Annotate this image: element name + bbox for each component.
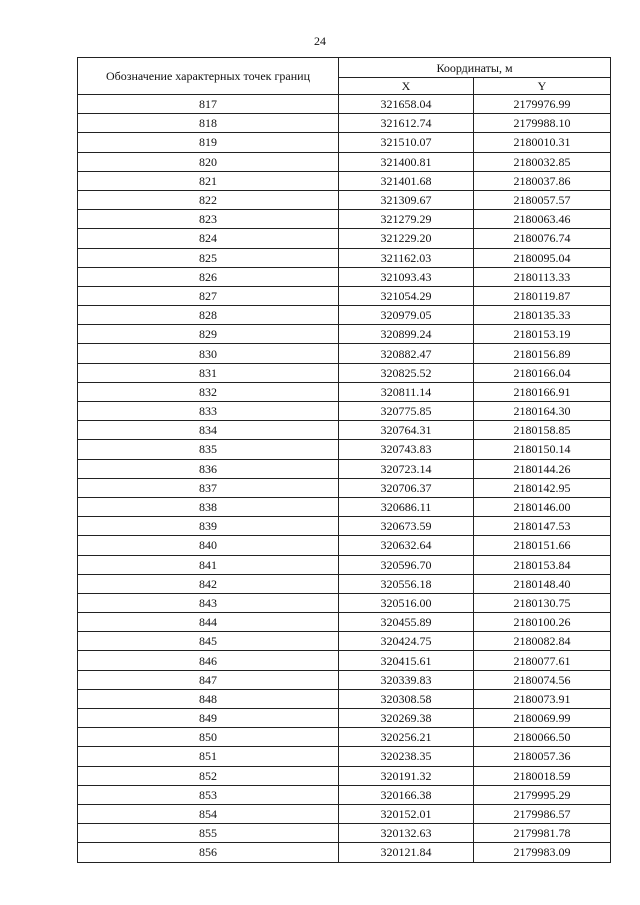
- cell-point: 829: [78, 325, 339, 344]
- cell-x: 320132.63: [339, 824, 474, 843]
- cell-y: 2180100.26: [474, 613, 611, 632]
- table-row: [78, 210, 611, 229]
- cell-point: 842: [78, 574, 339, 593]
- table-row: [78, 190, 611, 209]
- cell-y: 2179986.57: [474, 804, 611, 823]
- table-row: [78, 613, 611, 632]
- header-point-designation: Обозначение характерных точек границ: [78, 58, 339, 95]
- header-y: Y: [474, 78, 611, 95]
- cell-x: 320899.24: [339, 325, 474, 344]
- table-row: [78, 670, 611, 689]
- table-row: [78, 574, 611, 593]
- cell-point: 832: [78, 382, 339, 401]
- table-row: [78, 632, 611, 651]
- cell-point: 831: [78, 363, 339, 382]
- table-row: [78, 593, 611, 612]
- table-row: [78, 555, 611, 574]
- coordinates-table: [77, 57, 611, 863]
- cell-y: 2179983.09: [474, 843, 611, 862]
- cell-y: 2180113.33: [474, 267, 611, 286]
- table-header: [78, 58, 611, 95]
- cell-y: 2180037.86: [474, 171, 611, 190]
- table-row: [78, 114, 611, 133]
- cell-y: 2180147.53: [474, 517, 611, 536]
- cell-point: 852: [78, 766, 339, 785]
- cell-y: 2180095.04: [474, 248, 611, 267]
- cell-point: 822: [78, 190, 339, 209]
- cell-point: 851: [78, 747, 339, 766]
- cell-x: 320673.59: [339, 517, 474, 536]
- header-coordinates: Координаты, м: [339, 58, 611, 78]
- cell-y: 2179981.78: [474, 824, 611, 843]
- cell-x: 320743.83: [339, 440, 474, 459]
- table-row: [78, 152, 611, 171]
- cell-x: 320166.38: [339, 785, 474, 804]
- cell-point: 836: [78, 459, 339, 478]
- cell-x: 320121.84: [339, 843, 474, 862]
- cell-x: 320825.52: [339, 363, 474, 382]
- cell-point: 828: [78, 306, 339, 325]
- cell-x: 321612.74: [339, 114, 474, 133]
- cell-point: 850: [78, 728, 339, 747]
- cell-x: 320706.37: [339, 478, 474, 497]
- cell-point: 838: [78, 497, 339, 516]
- cell-x: 321093.43: [339, 267, 474, 286]
- cell-y: 2179995.29: [474, 785, 611, 804]
- cell-point: 839: [78, 517, 339, 536]
- cell-x: 320415.61: [339, 651, 474, 670]
- table-row: [78, 382, 611, 401]
- cell-x: 321054.29: [339, 286, 474, 305]
- cell-point: 817: [78, 95, 339, 114]
- table-row: [78, 497, 611, 516]
- cell-x: 320775.85: [339, 402, 474, 421]
- cell-y: 2180057.57: [474, 190, 611, 209]
- cell-y: 2180057.36: [474, 747, 611, 766]
- cell-point: 820: [78, 152, 339, 171]
- cell-x: 320556.18: [339, 574, 474, 593]
- table-row: [78, 325, 611, 344]
- table-row: [78, 133, 611, 152]
- cell-x: 320455.89: [339, 613, 474, 632]
- cell-x: 321229.20: [339, 229, 474, 248]
- cell-x: 320256.21: [339, 728, 474, 747]
- cell-point: 827: [78, 286, 339, 305]
- table-row: [78, 229, 611, 248]
- cell-y: 2180010.31: [474, 133, 611, 152]
- cell-y: 2180073.91: [474, 689, 611, 708]
- table-row: [78, 824, 611, 843]
- cell-y: 2180063.46: [474, 210, 611, 229]
- cell-y: 2180082.84: [474, 632, 611, 651]
- cell-y: 2180074.56: [474, 670, 611, 689]
- cell-point: 841: [78, 555, 339, 574]
- cell-y: 2180153.84: [474, 555, 611, 574]
- cell-point: 846: [78, 651, 339, 670]
- cell-y: 2180146.00: [474, 497, 611, 516]
- cell-x: 321162.03: [339, 248, 474, 267]
- table-row: [78, 478, 611, 497]
- cell-point: 823: [78, 210, 339, 229]
- cell-x: 321510.07: [339, 133, 474, 152]
- table-body: [78, 95, 611, 863]
- header-x: X: [339, 78, 474, 95]
- table-row: [78, 804, 611, 823]
- table-row: [78, 440, 611, 459]
- table-row: [78, 766, 611, 785]
- table-row: [78, 459, 611, 478]
- cell-x: 320596.70: [339, 555, 474, 574]
- cell-x: 320632.64: [339, 536, 474, 555]
- cell-y: 2180076.74: [474, 229, 611, 248]
- cell-x: 320308.58: [339, 689, 474, 708]
- cell-y: 2180135.33: [474, 306, 611, 325]
- table-row: [78, 651, 611, 670]
- cell-y: 2180150.14: [474, 440, 611, 459]
- cell-x: 320979.05: [339, 306, 474, 325]
- table-row: [78, 421, 611, 440]
- table-row: [78, 536, 611, 555]
- cell-y: 2180032.85: [474, 152, 611, 171]
- cell-point: 843: [78, 593, 339, 612]
- cell-point: 826: [78, 267, 339, 286]
- cell-point: 821: [78, 171, 339, 190]
- cell-point: 854: [78, 804, 339, 823]
- cell-y: 2180166.91: [474, 382, 611, 401]
- cell-x: 321309.67: [339, 190, 474, 209]
- table-row: [78, 728, 611, 747]
- cell-y: 2179988.10: [474, 114, 611, 133]
- cell-y: 2180018.59: [474, 766, 611, 785]
- table-row: [78, 344, 611, 363]
- cell-y: 2180119.87: [474, 286, 611, 305]
- page-number: 24: [314, 34, 326, 48]
- cell-point: 837: [78, 478, 339, 497]
- table-row: [78, 689, 611, 708]
- cell-x: 320764.31: [339, 421, 474, 440]
- cell-y: 2180069.99: [474, 709, 611, 728]
- table-row: [78, 267, 611, 286]
- cell-y: 2180130.75: [474, 593, 611, 612]
- cell-x: 320882.47: [339, 344, 474, 363]
- cell-y: 2180077.61: [474, 651, 611, 670]
- cell-x: 321658.04: [339, 95, 474, 114]
- cell-x: 320424.75: [339, 632, 474, 651]
- cell-y: 2180164.30: [474, 402, 611, 421]
- cell-point: 840: [78, 536, 339, 555]
- cell-y: 2180151.66: [474, 536, 611, 555]
- cell-point: 853: [78, 785, 339, 804]
- cell-x: 320152.01: [339, 804, 474, 823]
- cell-x: 321279.29: [339, 210, 474, 229]
- cell-x: 320723.14: [339, 459, 474, 478]
- cell-point: 830: [78, 344, 339, 363]
- cell-y: 2180166.04: [474, 363, 611, 382]
- cell-y: 2179976.99: [474, 95, 611, 114]
- cell-y: 2180142.95: [474, 478, 611, 497]
- cell-y: 2180148.40: [474, 574, 611, 593]
- cell-point: 848: [78, 689, 339, 708]
- table-row: [78, 95, 611, 114]
- table-row: [78, 785, 611, 804]
- table-row: [78, 709, 611, 728]
- table-row: [78, 402, 611, 421]
- cell-y: 2180156.89: [474, 344, 611, 363]
- cell-x: 320191.32: [339, 766, 474, 785]
- cell-point: 855: [78, 824, 339, 843]
- cell-point: 819: [78, 133, 339, 152]
- cell-point: 825: [78, 248, 339, 267]
- cell-x: 320516.00: [339, 593, 474, 612]
- table-row: [78, 248, 611, 267]
- cell-y: 2180066.50: [474, 728, 611, 747]
- table-row: [78, 747, 611, 766]
- cell-x: 321400.81: [339, 152, 474, 171]
- cell-point: 856: [78, 843, 339, 862]
- cell-point: 844: [78, 613, 339, 632]
- table-row: [78, 171, 611, 190]
- cell-point: 834: [78, 421, 339, 440]
- cell-point: 849: [78, 709, 339, 728]
- table-row: [78, 286, 611, 305]
- cell-x: 320238.35: [339, 747, 474, 766]
- cell-point: 847: [78, 670, 339, 689]
- table-row: [78, 517, 611, 536]
- cell-y: 2180153.19: [474, 325, 611, 344]
- cell-x: 320339.83: [339, 670, 474, 689]
- table-row: [78, 306, 611, 325]
- table-row: [78, 843, 611, 862]
- cell-x: 320686.11: [339, 497, 474, 516]
- cell-x: 321401.68: [339, 171, 474, 190]
- table-row: [78, 363, 611, 382]
- cell-x: 320811.14: [339, 382, 474, 401]
- cell-x: 320269.38: [339, 709, 474, 728]
- cell-point: 845: [78, 632, 339, 651]
- cell-y: 2180144.26: [474, 459, 611, 478]
- cell-point: 835: [78, 440, 339, 459]
- cell-point: 818: [78, 114, 339, 133]
- cell-y: 2180158.85: [474, 421, 611, 440]
- cell-point: 833: [78, 402, 339, 421]
- cell-point: 824: [78, 229, 339, 248]
